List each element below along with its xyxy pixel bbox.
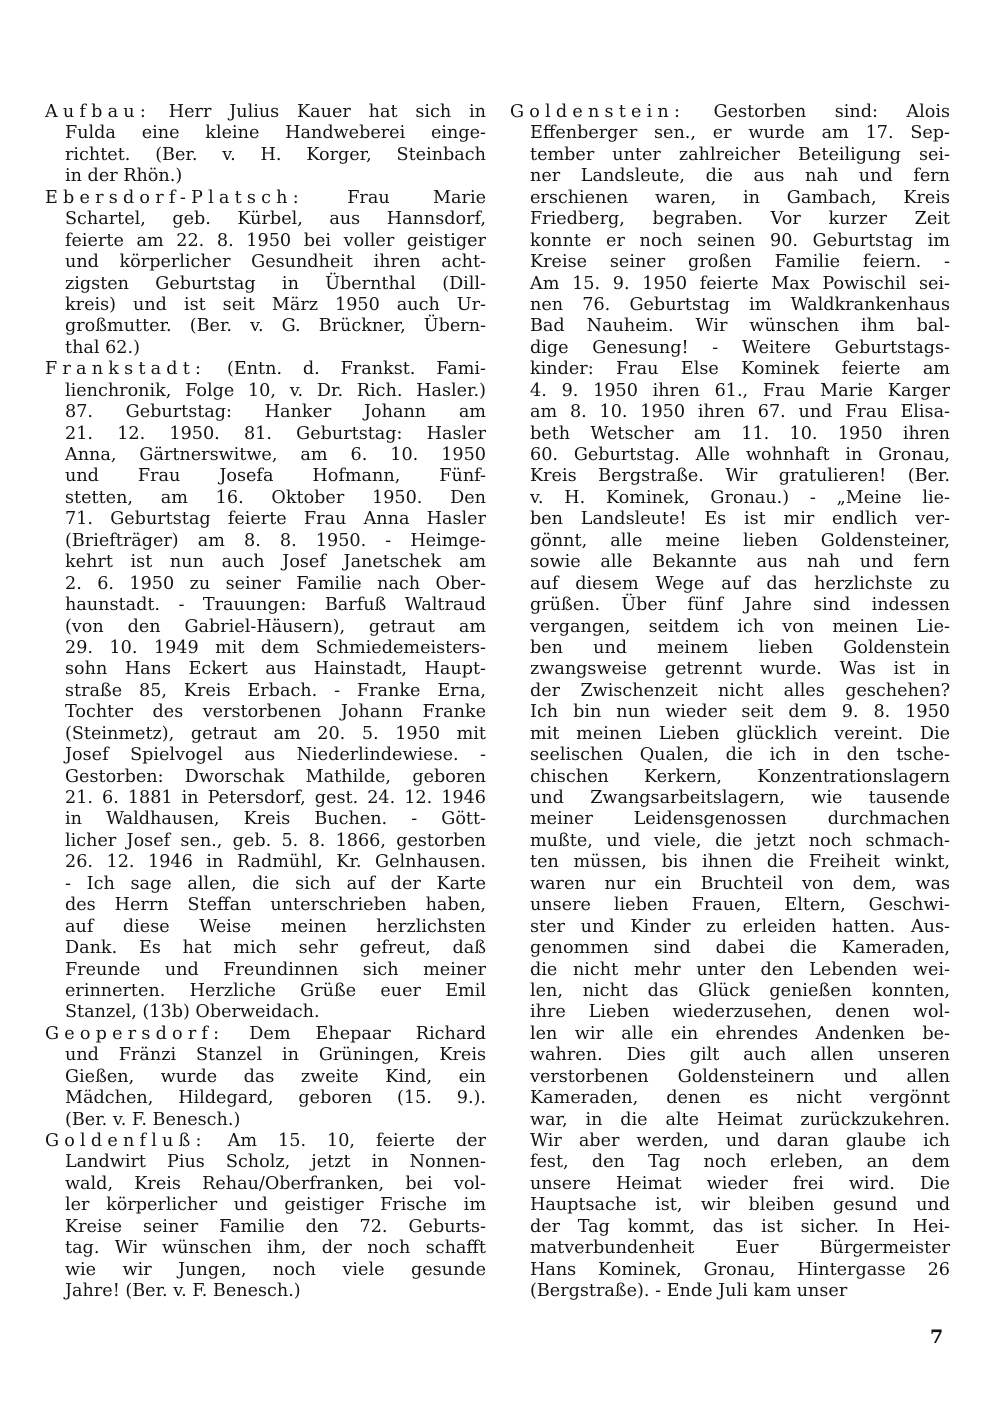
entry-text: richtet. (Ber. v. H. Korger, Steinbach [65,144,486,165]
entry-line [45,466,486,487]
entry-line [45,960,486,981]
entry-line [510,702,950,723]
entry-text: Kameraden, denen es nicht vergönnt [530,1088,950,1109]
entry-line [510,402,950,423]
entry-line [510,188,950,209]
place-entry [45,359,486,1024]
entry-text: (Bergstraße). - Ende Juli kam unser [530,1281,848,1302]
entry-text: Dank. Es hat mich sehr gefreut, daß [65,938,486,959]
entry-text: 21. 6. 1881 in Petersdorf, gest. 24. 12. 1946 [65,788,486,808]
entry-text: Am 15. 9. 1950 feierte Max Powischil sei- [530,273,950,294]
entry-text: fest, den Tag noch erleben, an dem [530,1152,950,1173]
entry-line [510,831,950,852]
entry-line [510,488,950,509]
entry-line [510,1067,950,1088]
entry-text: in der Rhön.) [65,166,183,187]
place-entry [510,102,950,1303]
entry-text: Stanzel, (13b) Oberweidach. [65,1002,320,1023]
entry-line [45,852,486,873]
entry-text: erinnerten. Herzliche Grüße euer Emil [65,980,486,1001]
entry-text: lienchronik, Folge 10, v. Dr. Rich. Hasler.) [65,380,486,401]
entry-line [510,574,950,595]
left-column [45,102,486,1303]
entry-text: war, in die alte Heimat zurückzukehren. [530,1109,950,1130]
entry-line [45,1002,486,1023]
place-entry [45,1024,486,1131]
entry-text: Hauptsache ist, wir bleiben gesund und [530,1195,950,1216]
entry-first-line [45,359,486,380]
entry-text: mußte, und viele, die jetzt noch schmach- [530,830,950,851]
entry-text: des Herrn Steffan unterschrieben haben, [65,895,486,916]
entry-text: auf diese Weise meinen herzlichsten [65,916,486,937]
entry-line [45,574,486,595]
entry-line [45,1195,486,1216]
entry-text: tember unter zahlreicher Beteiligung sei- [530,144,950,165]
entry-text: Gestorben sind: Alois [685,102,950,122]
entry-line [45,1217,486,1238]
entry-text: Herr Julius Kauer hat sich in [150,102,486,122]
entry-text: stetten, am 16. Oktober 1950. Den [65,487,486,508]
entry-line [510,209,950,230]
entry-line [45,424,486,445]
entry-line [45,702,486,723]
entry-text: Effenberger sen., er wurde am 17. Sep- [530,123,950,144]
entry-text: ten müssen, bis ihnen die Freiheit winkt, [530,852,950,873]
entry-text: nen 76. Geburtstag im Waldkrankenhaus [530,294,950,315]
entry-line [510,274,950,295]
entry-text: kinder: Frau Else Kominek feierte am [530,359,950,380]
entry-text: verstorbenen Goldensteinern und allen [530,1066,950,1087]
entry-text: wald, Kreis Rehau/Oberfranken, bei vol- [65,1173,486,1194]
entry-line [510,724,950,745]
entry-line [45,295,486,316]
entry-line [510,981,950,1002]
entry-line [45,488,486,509]
entry-line [45,659,486,680]
entry-text: ler körperlicher und geistiger Frische im [65,1195,486,1216]
entry-line [510,767,950,788]
entry-text: Fulda eine kleine Handweberei einge- [65,123,486,144]
entry-text: 29. 10. 1949 mit dem Schmiedemeisters- [65,637,486,658]
right-column [510,102,950,1303]
entry-text: zwangsweise getrennt wurde. Was ist in [530,659,950,680]
entry-text: ben Landsleute! Es ist mir endlich ver- [530,509,950,530]
entry-line [510,338,950,359]
entry-line [510,166,950,187]
entry-text: straße 85, Kreis Erbach. - Franke Erna, [65,680,486,701]
entry-text: Gießen, wurde das zweite Kind, ein [65,1066,486,1087]
entry-text: (von den Gabriel-Häusern), getraut am [65,616,486,637]
entry-line [510,1152,950,1173]
entry-line [45,617,486,638]
entry-text: Hans Kominek, Gronau, Hintergasse 26 [530,1259,950,1280]
entry-line [45,1238,486,1259]
entry-text: matverbundenheit Euer Bürgermeister [530,1238,950,1259]
entry-text: gönnt, alle meine lieben Goldensteiner, [530,530,950,551]
entry-line [510,917,950,938]
entry-text: seelischen Qualen, die ich in den tsche- [530,745,950,766]
entry-text: grüßen. Über fünf Jahre sind indessen [530,595,950,616]
entry-text: tag. Wir wünschen ihm, der noch schafft [65,1238,486,1259]
entry-line [510,874,950,895]
entry-line [45,531,486,552]
entry-line [510,445,950,466]
entry-line [45,1045,486,1066]
place-heading: Goldenfluß: [45,1131,207,1151]
entry-text: Mädchen, Hildegard, geboren (15. 9.). [65,1088,486,1109]
entry-text: der Tag kommt, das ist sicher. In Hei- [530,1216,950,1237]
entry-text: Tochter des verstorbenen Johann Franke [65,702,486,723]
entry-text: genommen sind dabei die Kameraden, [530,938,950,959]
entry-text: zigsten Geburtstag in Übernthal (Dill- [65,273,486,294]
entry-line [510,1002,950,1023]
entry-text: 87. Geburtstag: Hanker Johann am [65,402,486,423]
entry-line [510,595,950,616]
entry-text: (Briefträger) am 8. 8. 1950. - Heimge- [65,530,486,551]
entry-text: und Zwangsarbeitslagern, wie tausende [530,788,950,808]
entry-line [45,595,486,616]
entry-line [45,1260,486,1281]
entry-text: 26. 12. 1946 in Radmühl, Kr. Gelnhausen. [65,852,486,873]
entry-text: haunstadt. - Trauungen: Barfuß Waltraud [65,595,486,616]
entry-text: len, nicht das Glück genießen konnten, [530,980,950,1001]
entry-line [510,123,950,144]
entry-line [45,874,486,895]
entry-line [45,1067,486,1088]
entry-line [510,1131,950,1152]
entry-line [45,1174,486,1195]
entry-line [45,809,486,830]
entry-text: - Ich sage allen, die sich auf der Karte [65,873,486,894]
entry-line [45,917,486,938]
entry-line [45,938,486,959]
entry-text: Am 15. 10, feierte der [206,1131,486,1151]
entry-text: am 8. 10. 1950 ihren 67. und Frau Elisa- [530,402,950,423]
entry-text: Freunde und Freundinnen sich meiner [65,959,486,980]
entry-line [45,1281,486,1302]
entry-first-line [45,188,486,209]
entry-line [45,445,486,466]
entry-line [510,424,950,445]
entry-text: Kreis Bergstraße. Wir gratulieren! (Ber. [530,466,950,487]
entry-text: 60. Geburtstag. Alle wohnhaft in Gronau, [530,445,950,465]
entry-line [510,1281,950,1302]
entry-line [45,274,486,295]
entry-line [510,509,950,530]
entry-text: (Ber. v. F. Benesch.) [65,1109,241,1130]
entry-text: (Entn. d. Frankst. Fami- [206,359,486,380]
entry-line [45,1110,486,1131]
entry-line [510,1088,950,1109]
entry-line [510,1260,950,1281]
page-number: 7 [930,1326,944,1348]
entry-text: sohn Hans Eckert aus Hainstadt, Haupt- [65,659,486,680]
entry-text: die nicht mehr unter den Lebenden wei- [530,959,950,980]
entry-text: meiner Leidensgenossen durchmachen [530,809,950,830]
entry-line [510,659,950,680]
entry-line [510,531,950,552]
entry-first-line [510,102,950,123]
entry-line [45,402,486,423]
entry-text: vergangen, seitdem ich von meinen Lie- [530,616,950,637]
entry-line [510,938,950,959]
entry-line [45,724,486,745]
entry-line [45,638,486,659]
entry-text: ster und Kinder zu erleiden hatten. Aus- [530,916,950,937]
entry-text: waren nur ein Bruchteil von dem, was [530,873,950,894]
place-heading: Aufbau: [45,102,151,122]
entry-first-line [45,102,486,123]
entry-text: unsere Heimat wieder frei wird. Die [530,1173,950,1194]
place-heading: Ebersdorf-Platsch: [45,187,304,208]
entry-text: 2. 6. 1950 zu seiner Familie nach Ober- [65,573,486,594]
entry-text: Ich bin nun wieder seit dem 9. 8. 1950 [530,702,950,723]
entry-text: len wir alle ein ehrendes Andenken be- [530,1023,950,1044]
entry-text: wie wir Jungen, noch viele gesunde [65,1259,486,1280]
entry-line [510,852,950,873]
entry-text: Dem Ehepaar Richard [224,1023,486,1044]
entry-line [45,252,486,273]
entry-text: der Zwischenzeit nicht alles geschehen? [530,680,950,701]
entry-line [510,316,950,337]
entry-line [510,1238,950,1259]
entry-line [45,381,486,402]
place-entry [45,102,486,188]
entry-line [510,381,950,402]
entry-text: Gestorben: Dworschak Mathilde, geboren [65,766,486,787]
entry-text: Anna, Gärtnerswitwe, am 6. 10. 1950 [65,445,486,465]
entry-line [510,960,950,981]
entry-text: Wir aber werden, und daran glaube ich [530,1131,950,1151]
entry-line [45,1088,486,1109]
place-heading: Frankstadt: [45,359,207,380]
entry-text: auf diesem Wege auf das herzlichste zu [530,573,950,594]
entry-text: in Waldhausen, Kreis Buchen. - Gött- [65,809,486,830]
entry-line [45,831,486,852]
entry-text: Bad Nauheim. Wir wünschen ihm bal- [530,316,950,337]
entry-line [45,166,486,187]
entry-line [510,1195,950,1216]
entry-line [45,509,486,530]
entry-text: Friedberg, begraben. Vor kurzer Zeit [530,209,950,230]
entry-line [510,295,950,316]
entry-text: Kreise seiner Familie den 72. Geburts- [65,1216,486,1237]
entry-text: dige Genesung! - Weitere Geburtstags- [530,337,950,358]
entry-text: feierte am 22. 8. 1950 bei voller geistiger [65,230,486,251]
entry-line [510,1045,950,1066]
entry-first-line [45,1024,486,1045]
entry-text: sowie alle Bekannte aus nah und fern [530,552,950,573]
entry-line [45,788,486,809]
entry-text: 21. 12. 1950. 81. Geburtstag: Hasler [65,423,486,444]
entry-text: kreis) und ist seit März 1950 auch Ur- [65,294,486,315]
entry-text: konnte er noch seinen 90. Geburtstag im [530,230,950,251]
entry-line [510,1217,950,1238]
entry-text: wahren. Dies gilt auch allen unseren [530,1045,950,1066]
entry-line [510,359,950,380]
entry-line [510,638,950,659]
entry-text: chischen Kerkern, Konzentrationslagern [530,766,950,787]
entry-line [45,1152,486,1173]
entry-text: licher Josef sen., geb. 5. 8. 1866, gestorben [65,830,486,851]
entry-line [510,552,950,573]
entry-line [45,209,486,230]
entry-line [510,788,950,809]
entry-text: erschienen waren, in Gambach, Kreis [530,187,950,208]
entry-text: ben und meinem lieben Goldenstein [530,637,950,658]
entry-line [45,145,486,166]
entry-text: ihre Lieben wiederzusehen, denen wol- [530,1002,950,1023]
place-heading: Goldenstein: [510,102,686,122]
place-entry [45,188,486,360]
entry-line [45,895,486,916]
entry-line [510,252,950,273]
entry-line [45,681,486,702]
entry-line [510,681,950,702]
entry-line [45,745,486,766]
entry-text: unsere lieben Frauen, Eltern, Geschwi- [530,895,950,916]
entry-text: Frau Marie [303,187,486,208]
entry-text: großmutter. (Ber. v. G. Brückner, Übern- [65,316,486,337]
entry-text: und Fränzi Stanzel in Grüningen, Kreis [65,1045,486,1066]
entry-text: Jahre! (Ber. v. F. Benesch.) [65,1281,301,1302]
entry-line [510,895,950,916]
entry-line [510,466,950,487]
entry-text: und körperlicher Gesundheit ihren acht- [65,252,486,273]
entry-line [45,231,486,252]
entry-text: 71. Geburtstag feierte Frau Anna Hasler [65,509,486,530]
entry-line [45,123,486,144]
entry-text: v. H. Kominek, Gronau.) - „Meine lie- [530,487,950,508]
entry-text: beth Wetscher am 11. 10. 1950 ihren [530,423,950,444]
entry-text: kehrt ist nun auch Josef Janetschek am [65,552,486,573]
entry-text: thal 62.) [65,337,140,358]
entry-line [45,767,486,788]
entry-line [510,809,950,830]
entry-line [510,1024,950,1045]
entry-first-line [45,1131,486,1152]
entry-line [510,745,950,766]
entry-line [45,316,486,337]
entry-text: ner Landsleute, die aus nah und fern [530,166,950,187]
entry-text: Kreise seiner großen Familie feiern. - [530,252,950,273]
place-heading: Geopersdorf: [45,1023,225,1044]
entry-text: mit meinen Lieben glücklich vereint. Die [530,723,950,744]
entry-line [510,617,950,638]
entry-text: Schartel, geb. Kürbel, aus Hannsdorf, [65,209,486,230]
entry-text: 4. 9. 1950 ihren 61., Frau Marie Karger [530,380,950,401]
entry-text: Josef Spielvogel aus Niederlindewiese. - [65,745,486,766]
entry-text: (Steinmetz), getraut am 20. 5. 1950 mit [65,723,486,744]
place-entry [45,1131,486,1303]
entry-line [510,1174,950,1195]
entry-line [45,981,486,1002]
entry-line [45,552,486,573]
entry-text: und Frau Josefa Hofmann, Fünf- [65,466,486,487]
entry-line [45,338,486,359]
entry-text: Landwirt Pius Scholz, jetzt in Nonnen- [65,1152,486,1173]
entry-line [510,231,950,252]
entry-line [510,145,950,166]
entry-line [510,1110,950,1131]
